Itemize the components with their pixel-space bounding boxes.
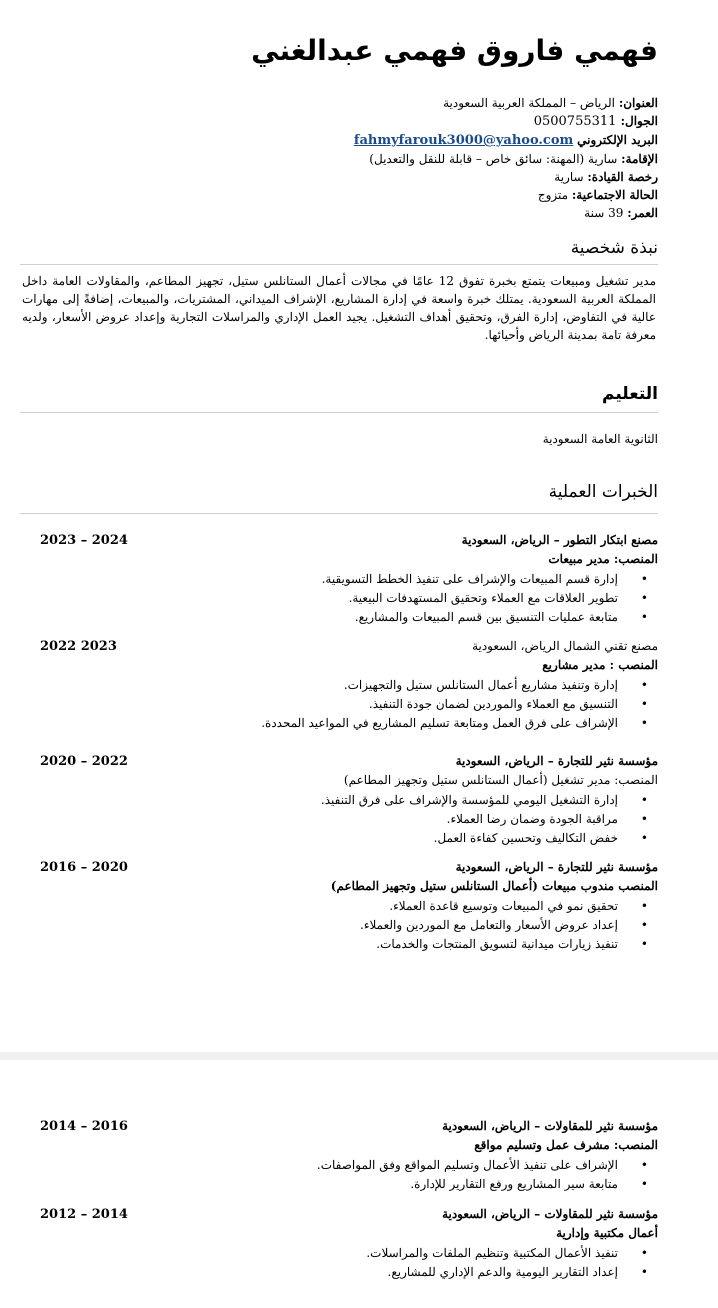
- job-dates: 2022 2023: [40, 639, 117, 654]
- job-duty: • خفض التكاليف وتحسين كفاءة العمل.: [20, 829, 618, 848]
- job-duty: • إعداد عروض الأسعار والتعامل مع الموردين والعملاء.: [20, 916, 618, 935]
- job-duty: • الإشراف على فرق العمل ومتابعة تسليم المشاريع في المواعيد المحددة.: [20, 714, 618, 733]
- job-role: أعمال مكتبية وإدارية: [556, 1226, 658, 1240]
- job-role: المنصب : مدير مشاريع: [542, 658, 658, 672]
- job-duties: [20, 897, 658, 954]
- job-company: مؤسسة نثير للمقاولات – الرياض، السعودية: [442, 1207, 658, 1221]
- page-break: [0, 1052, 718, 1060]
- license-row: رخصة القيادة: سارية: [554, 170, 658, 184]
- job-duty: • إعداد التقارير اليومية والدعم الإداري للمشاريع.: [20, 1263, 618, 1282]
- education-divider: [20, 412, 658, 413]
- job-duty: • التنسيق مع العملاء والموردين لضمان جودة التنفيذ.: [20, 695, 618, 714]
- address-row: العنوان: الرياض – المملكة العربية السعودية: [443, 96, 658, 110]
- job-dates: 2023 – 2024: [40, 533, 128, 548]
- job-company: مؤسسة نثير للتجارة – الرياض، السعودية: [455, 860, 658, 874]
- job-dates: 2014 – 2016: [40, 1119, 128, 1134]
- job-entry: [20, 1207, 658, 1282]
- job-role: المنصب: مشرف عمل وتسليم مواقع: [474, 1138, 658, 1152]
- email-link[interactable]: fahmyfarouk3000@yahoo.com: [353, 133, 574, 148]
- job-duty: • إدارة وتنفيذ مشاريع أعمال الستانلس ستيل والتجهيزات.: [20, 676, 618, 695]
- job-entry: [20, 754, 658, 848]
- job-duties: [20, 676, 658, 733]
- job-dates: 2012 – 2014: [40, 1207, 128, 1222]
- job-role: المنصب مندوب مبيعات (أعمال الستانلس ستيل وتجهيز المطاعم): [330, 879, 658, 893]
- job-duty: • متابعة عمليات التنسيق بين قسم المبيعات والمشاريع.: [20, 608, 618, 627]
- summary-text: مدير تشغيل ومبيعات يتمتع بخبرة تفوق 12 عامًا في مجالات أعمال الستانلس ستيل، تجهيز المطاعم، والمقاولات العامة داخل المملكة العربية السعودية. يمتلك خبرة واسعة في إدارة المشاريع، الإشراف الميداني، المشتريات، والمبيعات، إضافةً إلى مهارات عالية في التفاوض، إدارة الفرق، وتحقيق أهداف التشغيل. يجيد العمل الإداري والمراسلات التجارية وإعداد عروض الأسعار، ولديه معرفة تامة بمدينة الرياض وأحيائها.: [22, 274, 657, 342]
- phone-row: الجوال: 0500755311: [533, 114, 658, 129]
- job-duty: • إدارة التشغيل اليومي للمؤسسة والإشراف على فرق التنفيذ.: [20, 791, 618, 810]
- experience-divider: [20, 513, 658, 514]
- marital-row: الحالة الاجتماعية: متزوج: [537, 188, 658, 202]
- job-entry: [20, 860, 658, 954]
- job-entry: [20, 533, 658, 627]
- job-duties: [20, 1244, 658, 1282]
- full-name: فهمي فاروق فهمي عبدالغني: [251, 34, 658, 67]
- job-duty: • تنفيذ زيارات ميدانية لتسويق المنتجات والخدمات.: [20, 935, 618, 954]
- job-duties: [20, 791, 658, 848]
- job-company: مصنع ابتكار التطور – الرياض، السعودية: [461, 533, 658, 547]
- job-entry: [20, 1119, 658, 1194]
- job-duty: • تحقيق نمو في المبيعات وتوسيع قاعدة العملاء.: [20, 897, 618, 916]
- job-company: مصنع تقني الشمال الرياض، السعودية: [472, 639, 658, 653]
- job-company: مؤسسة نثير للتجارة – الرياض، السعودية: [455, 754, 658, 768]
- education-title: التعليم: [602, 384, 658, 404]
- residency-row: الإقامة: سارية (المهنة: سائق خاص – قابلة للنقل والتعديل): [369, 152, 658, 166]
- job-duties: [20, 570, 658, 627]
- age-row: العمر: 39 سنة: [584, 206, 658, 220]
- job-duty: • مراقبة الجودة وضمان رضا العملاء.: [20, 810, 618, 829]
- job-duty: • تنفيذ الأعمال المكتبية وتنظيم الملفات والمراسلات.: [20, 1244, 618, 1263]
- experience-title: الخبرات العملية: [548, 482, 658, 502]
- job-entry: [20, 639, 658, 733]
- summary-title: نبذة شخصية: [570, 238, 658, 258]
- contact-info: [354, 94, 658, 222]
- job-role: المنصب: مدير تشغيل (أعمال الستانلس ستيل وتجهيز المطاعم): [343, 773, 658, 787]
- job-role: المنصب: مدير مبيعات: [548, 552, 658, 566]
- job-dates: 2016 – 2020: [40, 860, 128, 875]
- education-item: الثانوية العامة السعودية: [542, 432, 658, 446]
- email-row: البريد الإلكتروني fahmyfarouk3000@yahoo.com: [353, 133, 658, 148]
- job-duty: • الإشراف على تنفيذ الأعمال وتسليم المواقع وفق المواصفات.: [20, 1156, 618, 1175]
- summary-divider: [20, 264, 658, 265]
- job-duty: • تطوير العلاقات مع العملاء وتحقيق المستهدفات البيعية.: [20, 589, 618, 608]
- job-company: مؤسسة نثير للمقاولات – الرياض، السعودية: [442, 1119, 658, 1133]
- job-duty: • متابعة سير المشاريع ورفع التقارير للإدارة.: [20, 1175, 618, 1194]
- job-duty: • إدارة قسم المبيعات والإشراف على تنفيذ الخطط التسويقية.: [20, 570, 618, 589]
- resume-page-2: [0, 1060, 718, 1308]
- job-dates: 2020 – 2022: [40, 754, 128, 769]
- job-duties: [20, 1156, 658, 1194]
